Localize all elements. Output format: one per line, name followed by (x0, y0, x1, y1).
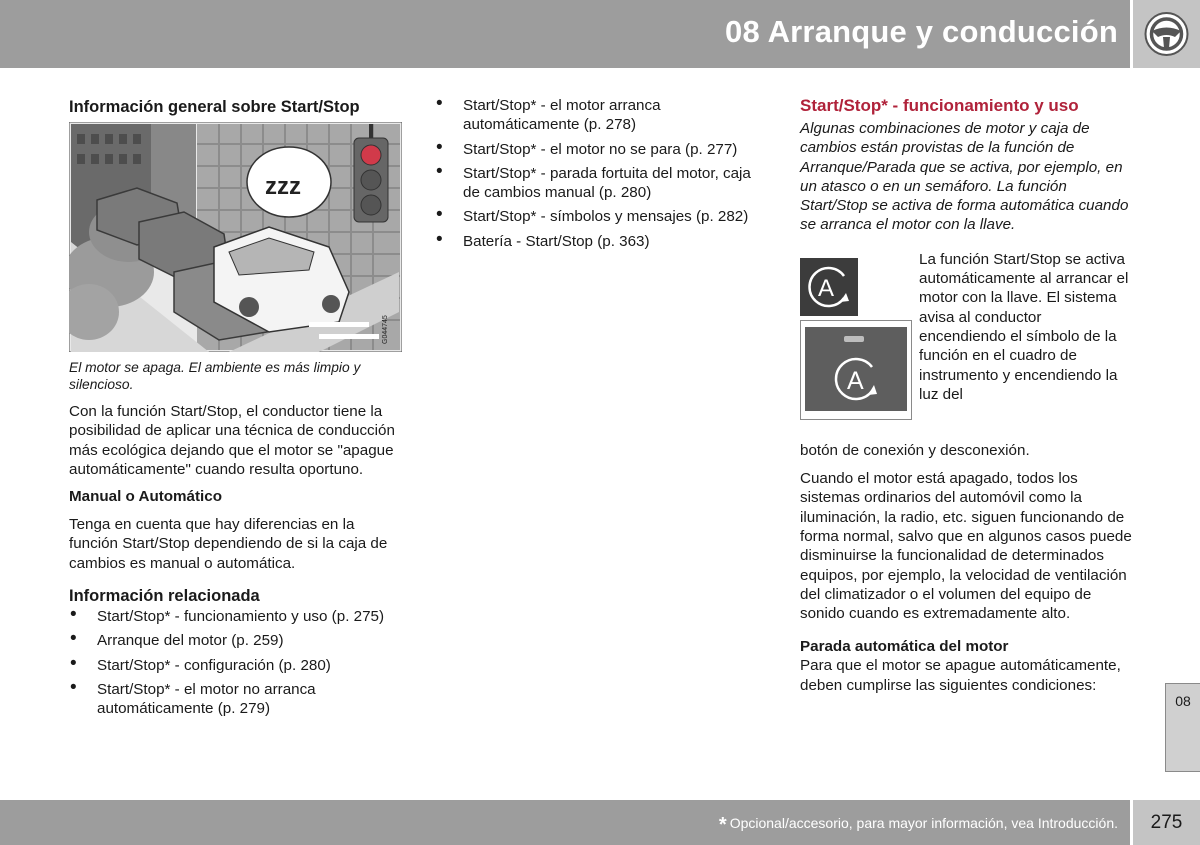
section-heading-general: Información general sobre Start/Stop (69, 98, 360, 116)
middle-column (435, 96, 765, 256)
footnote-text: Opcional/accesorio, para mayor información, vea Introducción. (729, 815, 1118, 831)
symbol-description: La función Start/Stop se activa automáticamente al arrancar el motor con la llave. El sistema avisa al conductor encendiendo el símbolo de la función en el cuadro de instrumento y encendiendo la luz del (919, 250, 1129, 403)
list-item[interactable]: • Start/Stop* - el motor arranca automáticamente (p. 278) (435, 96, 765, 135)
svg-text:A: A (818, 274, 835, 302)
footnote (719, 814, 1118, 837)
start-stop-button-icon (800, 320, 912, 420)
chapter-title: 08 Arranque y conducción (725, 14, 1118, 49)
auto-stop-heading: Parada automática del motor (800, 638, 1009, 656)
intro-paragraph: Con la función Start/Stop, el conductor tiene la posibilidad de aplicar una técnica de conducción más ecológica dejando que el motor se "apague automáticamente" cuando resulta oportuno. (69, 403, 395, 478)
manual-auto-text: Tenga en cuenta que hay diferencias en la función Start/Stop dependiendo de si la caja de cambios es manual o automática. (69, 516, 388, 572)
footnote-star: * (718, 814, 727, 836)
chapter-tab: 08 (1165, 683, 1200, 772)
list-item[interactable]: • Start/Stop* - el motor no se para (p. 277) (435, 140, 765, 159)
list-item[interactable]: • Start/Stop* - el motor no arranca automáticamente (p. 279) (69, 680, 403, 719)
page-number: 275 (1133, 800, 1200, 845)
list-item[interactable]: • Start/Stop* - configuración (p. 280) (69, 656, 403, 675)
start-stop-symbol-icon (800, 258, 858, 316)
right-column (800, 96, 1132, 695)
function-heading: Start/Stop* - funcionamiento y uso (800, 96, 1079, 115)
list-item[interactable]: • Start/Stop* - funcionamiento y uso (p. 275) (69, 607, 403, 626)
symbol-block (800, 250, 1132, 432)
symbol-description-cont: botón de conexión y desconexión. (800, 441, 1030, 459)
auto-stop-text: Para que el motor se apague automáticamente, deben cumplirse las siguientes condiciones: (800, 657, 1121, 694)
list-item[interactable]: • Batería - Start/Stop (p. 363) (435, 232, 765, 251)
chapter-icon-box (1133, 0, 1200, 68)
svg-text:A: A (847, 366, 864, 395)
start-stop-illustration (69, 122, 402, 352)
figure-code: G044745 (382, 315, 389, 344)
function-intro: Algunas combinaciones de motor y caja de cambios están provistas de la función de Arranque/Parada que se activa, por ejemplo, en un atasco o en un semáforo. La función Start/Stop se activa de forma automática cuando se arranca el motor con la llave. (800, 120, 1129, 234)
steering-wheel-icon (1133, 0, 1200, 68)
list-item[interactable]: • Start/Stop* - símbolos y mensajes (p. 282) (435, 207, 765, 226)
left-column (69, 97, 403, 724)
related-info-heading: Información relacionada (69, 587, 260, 606)
engine-off-paragraph: Cuando el motor está apagado, todos los sistemas ordinarios del automóvil como la iluminación, la radio, etc. siguen funcionando de forma normal, salvo que en algunos casos puede disminuirse la funcionalidad de determinados equipos, por ejemplo, la velocidad de ventilación del climatizador o el volumen del equipo de sonido cuando es extremadamente alto. (800, 470, 1132, 623)
svg-text:zzz: zzz (265, 173, 301, 200)
related-list-left (69, 607, 403, 718)
list-item[interactable]: • Arranque del motor (p. 259) (69, 631, 403, 650)
related-list-middle (435, 96, 765, 251)
figure-caption: El motor se apaga. El ambiente es más limpio y silencioso. (69, 360, 361, 392)
list-item[interactable]: • Start/Stop* - parada fortuita del motor, caja de cambios manual (p. 280) (435, 164, 765, 203)
manual-auto-heading: Manual o Automático (69, 488, 223, 506)
page-header (0, 0, 1130, 68)
page-footer (0, 800, 1130, 845)
